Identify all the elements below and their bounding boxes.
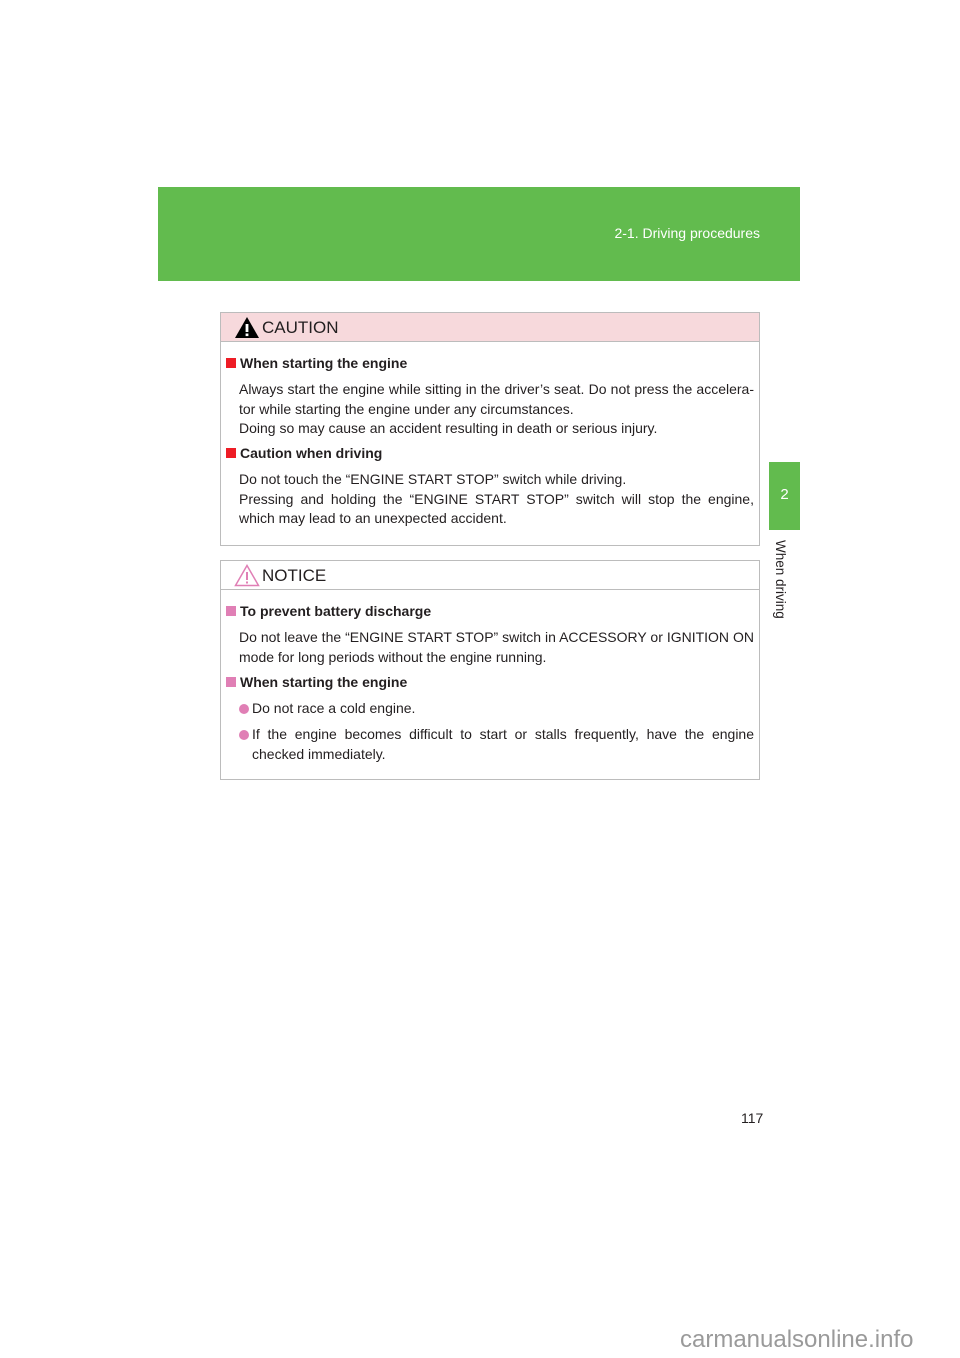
paragraph: Do not touch the “ENGINE START STOP” switch while driving. Pressing and holding the “ENGINE START STOP” switch will stop the engine, which may lead to an unexpected accident. — [239, 471, 754, 526]
paragraph: Do not leave the “ENGINE START STOP” switch in ACCESSORY or IGNITION ON mode for long periods without the engine running. — [239, 629, 754, 665]
bullet-item: If the engine becomes difficult to start or stalls frequently, have the engine checked immediately. — [239, 725, 754, 764]
section-heading: To prevent battery discharge — [226, 603, 431, 619]
watermark[interactable]: carmanualsonline.info — [680, 1326, 914, 1353]
notice-box — [220, 560, 760, 780]
section-heading: When starting the engine — [226, 674, 407, 690]
pink-square-icon — [226, 677, 236, 687]
red-square-icon — [226, 358, 236, 368]
bullet-icon — [239, 730, 249, 740]
warning-icon — [234, 316, 260, 339]
page-number: 117 — [741, 1110, 764, 1126]
chapter-label: When driving — [773, 540, 788, 619]
notice-warning-icon — [234, 564, 260, 587]
bullet-icon — [239, 704, 249, 714]
section-heading: When starting the engine — [226, 355, 407, 371]
section-heading: Caution when driving — [226, 445, 382, 461]
bullet-item: Do not race a cold engine. — [239, 699, 754, 719]
caution-box — [220, 312, 760, 546]
caution-header — [221, 313, 759, 342]
section-header-bar — [158, 187, 800, 281]
chapter-tab[interactable]: 2 — [769, 462, 800, 530]
paragraph: Always start the engine while sitting in the driver’s seat. Do not press the accelera-tor while starting the engine under any circumstances. Doing so may cause an accident resulting in death or serious injury. — [239, 381, 754, 436]
section-title: 2-1. Driving procedures — [614, 225, 760, 241]
notice-title: NOTICE — [262, 566, 327, 585]
caution-title: CAUTION — [262, 318, 339, 337]
red-square-icon — [226, 448, 236, 458]
notice-header — [221, 561, 759, 590]
pink-square-icon — [226, 606, 236, 616]
